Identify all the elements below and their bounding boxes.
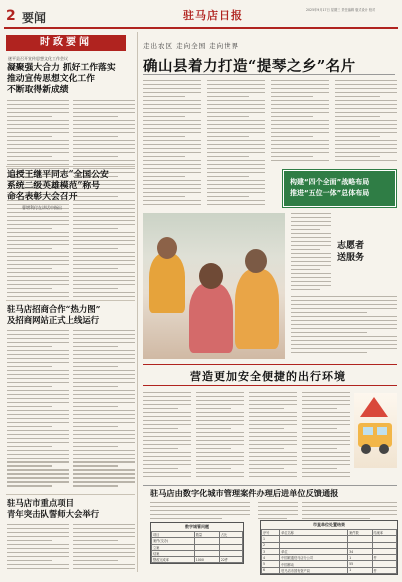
notice-intro-col2 <box>258 502 298 520</box>
small-table-caption: 数字城管问题 <box>185 524 209 529</box>
notice-intro-col3 <box>302 502 397 520</box>
story3-headline <box>7 304 137 326</box>
feature-body-col4 <box>335 80 397 166</box>
table-cell: 中国移动 <box>280 561 348 567</box>
table-cell: 结案率 <box>372 530 396 536</box>
story2-headline <box>7 170 135 203</box>
notice-title: 驻马店由数字化城市管理案件办理后进单位反馈通报 <box>150 488 339 498</box>
table-cell: 中国联通驻马店分公司 <box>280 555 348 561</box>
story-divider <box>6 166 135 167</box>
story4-headline-line: 驻马店市重点项目 <box>7 498 74 508</box>
safety-body-col1 <box>143 392 191 480</box>
story1-kicker: 遂平县召开宣传思想文化工作会议 <box>8 56 68 61</box>
table-cell: 3 <box>262 548 280 554</box>
table-cell: 序号 <box>262 530 280 536</box>
feature-kicker: 走出农区 走向全国 走向世界 <box>143 42 240 50</box>
table-cell: 案件(交办) <box>152 538 195 544</box>
masthead-rule <box>4 27 398 29</box>
table-cell: 立案 <box>152 544 195 550</box>
big-table <box>260 520 398 575</box>
table-cell: 驻马店市国有资产局 <box>280 567 348 573</box>
section-name: 要闻 <box>22 11 47 25</box>
table-cell: 单位名称 <box>280 530 348 536</box>
small-table <box>150 522 244 564</box>
story1-body-col2 <box>73 100 135 230</box>
story2-headline-line: 命名表彰大会召开 <box>7 192 78 202</box>
slogan-line: 推进“五位一体”总体布局 <box>290 189 370 197</box>
story1-headline-line: 推动宣传思想文化工作 <box>7 74 95 84</box>
feature-headline: 确山县着力打造“提琴之乡”名片 <box>143 58 356 75</box>
table-cell: 6 <box>262 567 280 573</box>
page-number: 2 <box>6 8 16 24</box>
small-table-grid <box>151 531 243 563</box>
table-cell: 5 <box>262 561 280 567</box>
table-cell: 整改完成率 <box>152 557 195 563</box>
paper-name: 驻马店日报 <box>183 9 243 22</box>
story-divider <box>6 494 135 495</box>
table-cell: 55 <box>348 561 372 567</box>
story4-headline-line: 青年突击队誓师大会举行 <box>7 509 100 519</box>
table-cell: 34 <box>348 548 372 554</box>
volunteer-title-line: 送服务 <box>337 253 365 263</box>
story3-headline-line: 及招商网站正式上线运行 <box>7 315 100 325</box>
table-cell: 1 <box>348 555 372 561</box>
table-cell: 件 <box>372 555 396 561</box>
safety-illustration <box>354 393 397 468</box>
feature-body-col2 <box>207 80 265 208</box>
table-cell: 案件数 <box>348 530 372 536</box>
story2-body-col2 <box>73 212 135 298</box>
story4-headline <box>7 498 135 520</box>
issue-meta: 2025年9月17日 星期三 责任编辑 版式设计 校对 <box>306 8 376 12</box>
volunteer-body <box>291 213 331 293</box>
safety-body-col4 <box>302 392 350 480</box>
table-cell: 件 <box>372 567 396 573</box>
story3-body-col1 <box>7 330 69 492</box>
notice-intro-col1 <box>150 502 250 520</box>
table-cell: 1 <box>262 536 280 542</box>
story2-headline-line: 系统二级英雄模范”称号 <box>7 181 101 191</box>
big-table-caption: 市直单位处置结果 <box>313 522 345 527</box>
story1-headline <box>7 63 135 96</box>
story4-body-col2 <box>73 524 135 572</box>
volunteer-title-line: 志愿者 <box>337 241 365 251</box>
safety-title: 营造更加安全便捷的出行环境 <box>190 370 346 383</box>
table-row <box>262 567 397 573</box>
volunteer-title <box>337 240 364 264</box>
story3-headline-line: 驻马店招商合作“热力图” <box>7 304 101 314</box>
table-cell: 4 <box>262 555 280 561</box>
story2-body-col1 <box>7 212 69 298</box>
slogan-line: 构建“四个全面”战略布局 <box>290 178 370 186</box>
table-cell: 22件 <box>219 557 242 563</box>
slogan-box <box>283 170 396 207</box>
notice-rule <box>143 485 397 486</box>
volunteer-caption <box>291 296 397 358</box>
safety-body-col3 <box>249 392 297 480</box>
table-cell: 2 <box>262 542 280 548</box>
feature-rule <box>143 74 395 75</box>
story-divider <box>6 300 135 301</box>
table-cell: 数量 <box>194 532 219 538</box>
big-table-grid <box>261 529 397 574</box>
story3-body-col2 <box>73 330 135 492</box>
table-cell: 结案 <box>152 550 195 556</box>
safety-body-col2 <box>196 392 244 480</box>
story2-headline-line: 追授王继平同志“全国公安 <box>7 170 109 180</box>
feature-body-col1 <box>143 80 201 208</box>
column-divider <box>137 32 138 572</box>
volunteer-photo <box>143 213 285 359</box>
table-cell: 1000 <box>194 557 219 563</box>
table-cell: 1 <box>348 567 372 573</box>
story1-headline-line: 不断取得新成绩 <box>7 85 69 95</box>
table-cell: 占比 <box>219 532 242 538</box>
masthead <box>0 0 402 30</box>
story2-kicker: 曹增利付在讲话中指出 <box>22 205 62 210</box>
story1-headline-line: 凝聚强大合力 抓好工作落实 <box>7 63 116 73</box>
story4-body-col1 <box>7 524 69 572</box>
table-cell: 单位 <box>280 548 348 554</box>
section-banner: 时政要闻 <box>6 35 126 51</box>
table-row <box>152 557 243 563</box>
feature-body-col3 <box>271 80 329 166</box>
table-cell: 项目 <box>152 532 195 538</box>
